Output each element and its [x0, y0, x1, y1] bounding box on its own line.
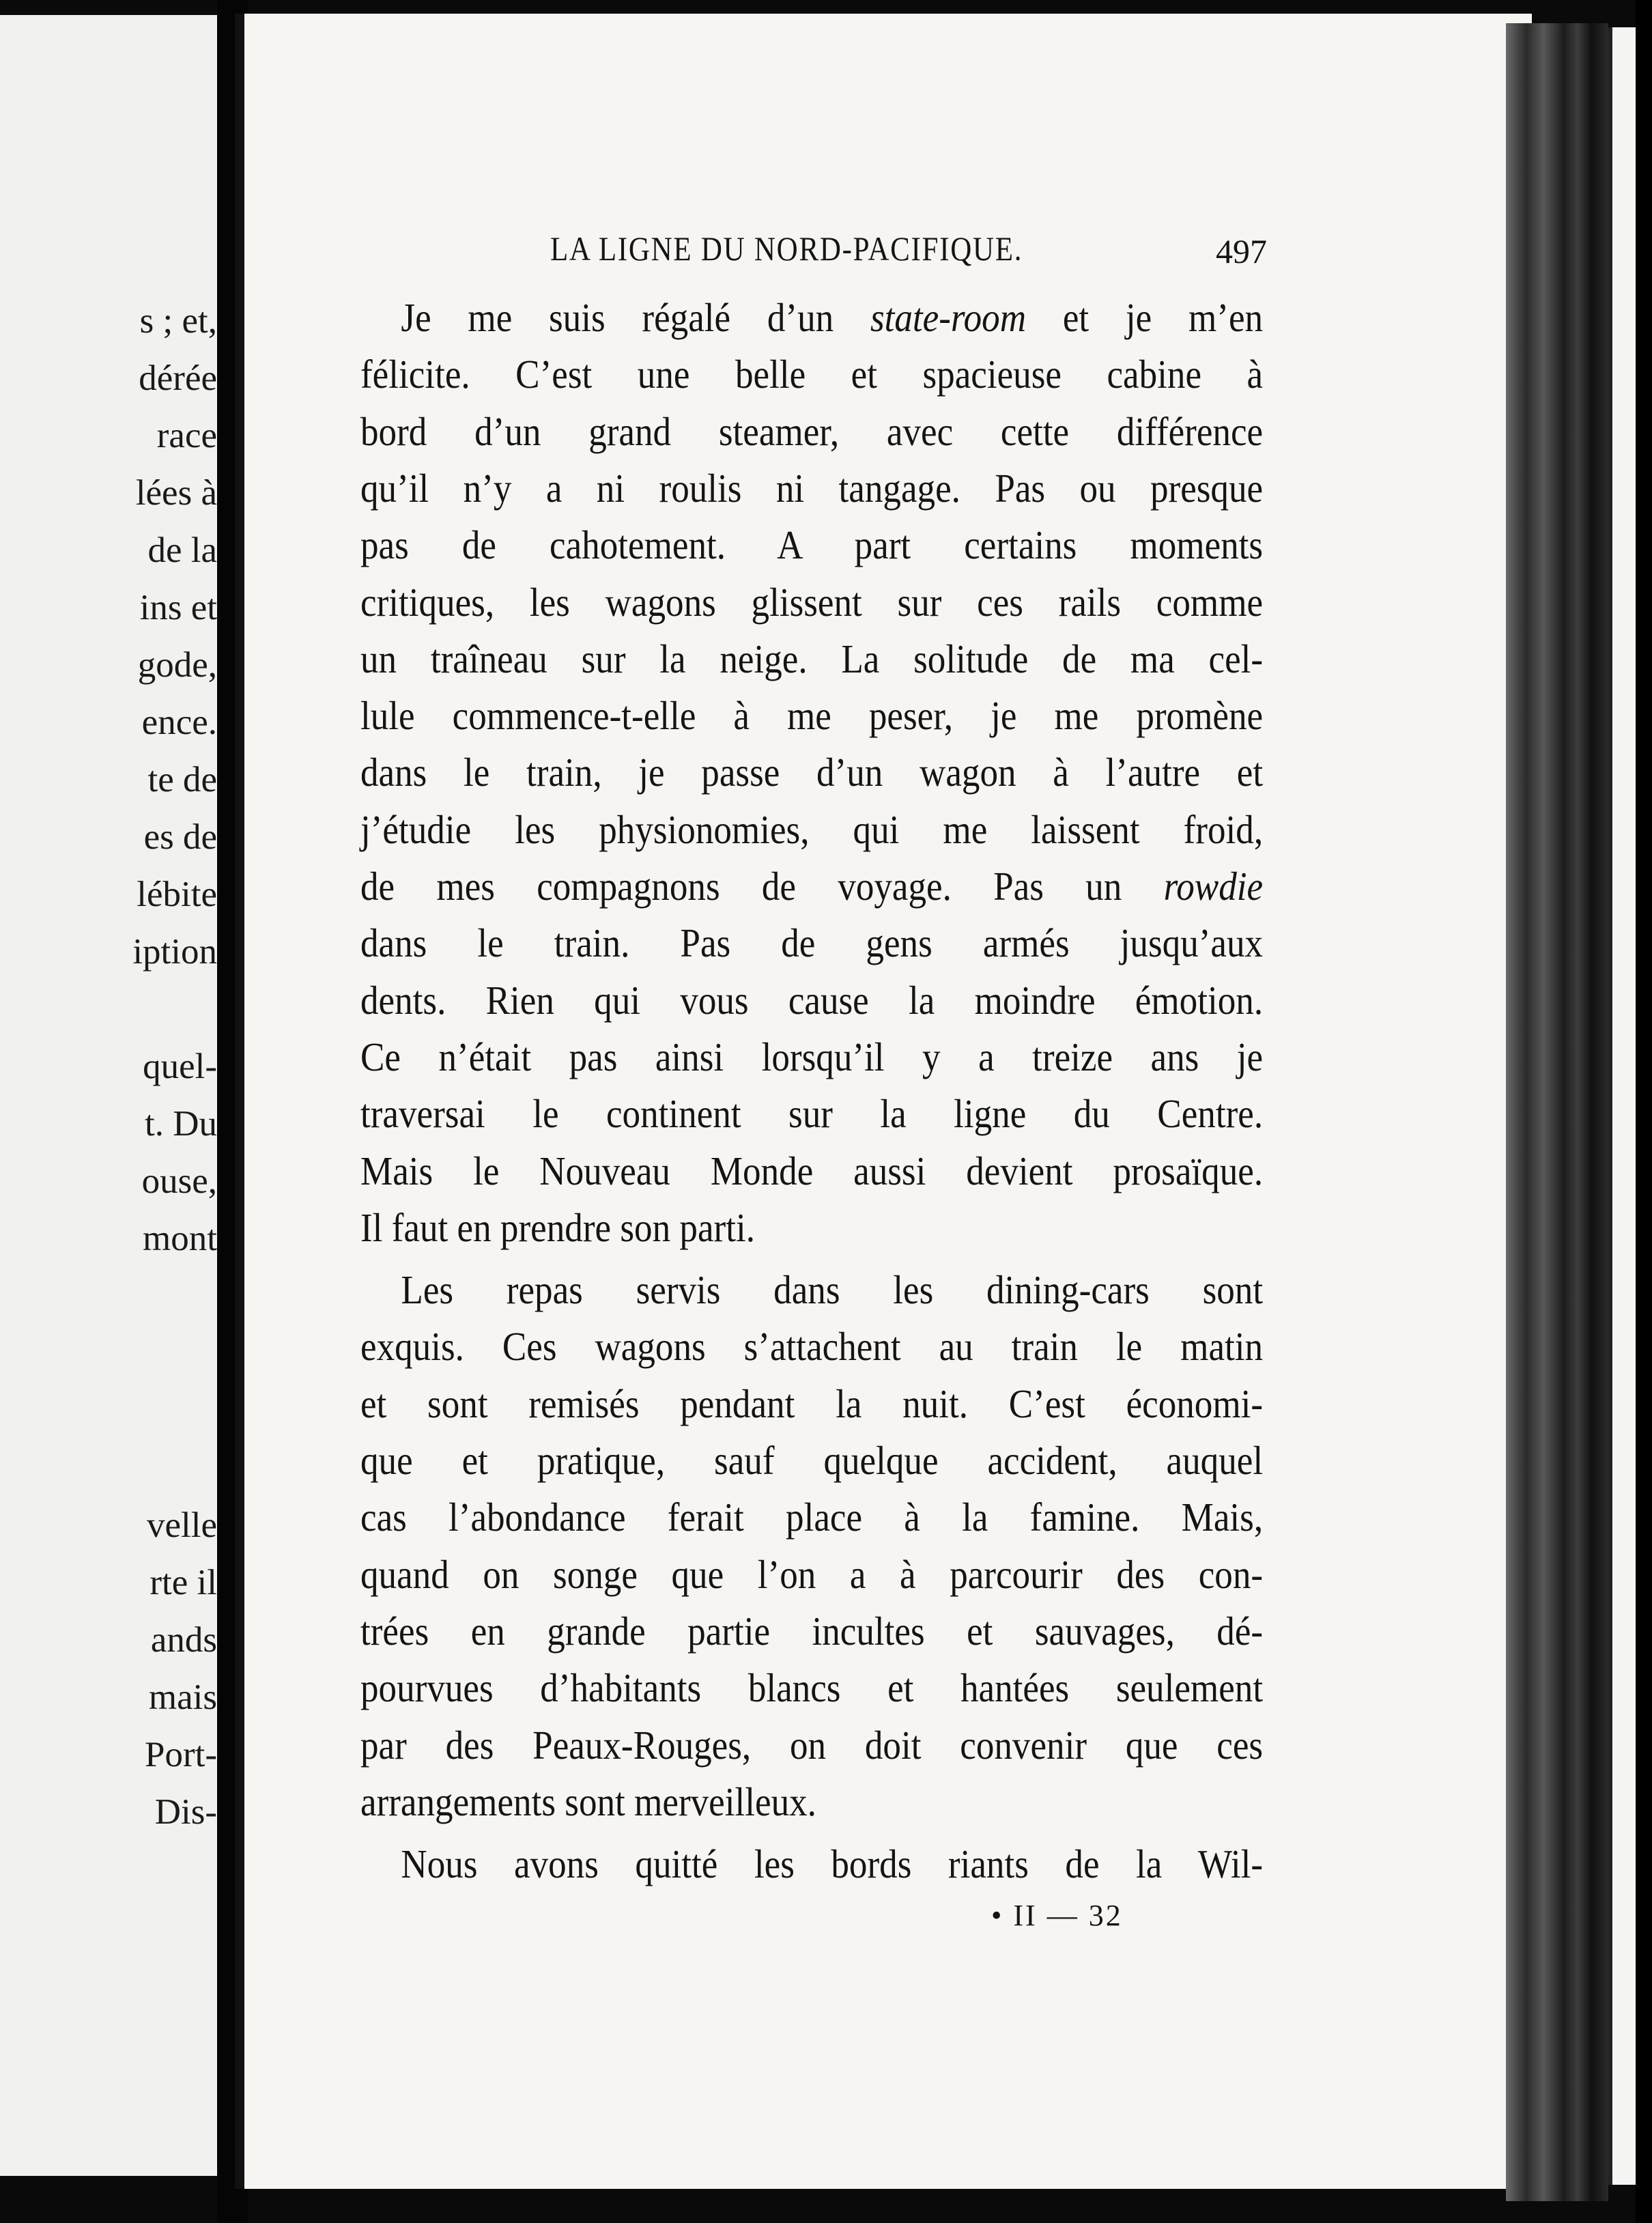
previous-page-line: dérée — [139, 358, 217, 398]
previous-page-line: velle — [147, 1505, 217, 1545]
previous-page-line: te de — [147, 760, 217, 799]
previous-page-line: gode, — [137, 645, 217, 685]
previous-page-line: t. Du — [145, 1104, 217, 1144]
text-line: de mes compagnons de voyage. Pas un rowdie — [360, 864, 1264, 909]
text-line: et sont remisés pendant la nuit. C’est économi- — [360, 1380, 1264, 1426]
previous-page-line: ence. — [141, 703, 217, 742]
previous-page-line: ands — [150, 1620, 217, 1660]
text-line: qu’il n’y a ni roulis ni tangage. Pas ou presque — [360, 465, 1264, 511]
text-line: j’étudie les physionomies, qui me laissent froid, — [360, 806, 1264, 852]
signature-mark: • II — 32 — [991, 1899, 1123, 1932]
previous-page-line: s ; et, — [139, 301, 217, 341]
text-line: Nous avons quitté les bords riants de la Wil- — [401, 1841, 1264, 1887]
previous-page-line: iption — [132, 932, 217, 972]
text-line: bord d’un grand steamer, avec cette différence — [360, 408, 1264, 454]
previous-page-line: lées à — [135, 473, 217, 513]
running-header — [550, 229, 1267, 277]
text-line: par des Peaux-Rouges, on doit convenir que ces — [360, 1722, 1264, 1768]
previous-page-line: es de — [143, 817, 217, 857]
previous-page-line: rte il — [149, 1563, 217, 1602]
text-line: quand on songe que l’on a à parcourir des con- — [360, 1551, 1264, 1597]
previous-page-line: race — [156, 416, 217, 455]
scan-border — [1636, 0, 1652, 2223]
text-line: critiques, les wagons glissent sur ces rails comme — [360, 579, 1264, 625]
text-line: pas de cahotement. A part certains moments — [360, 522, 1264, 568]
text-line: lule commence-t-elle à me peser, je me promène — [360, 693, 1264, 739]
previous-page-fragment — [0, 15, 217, 2176]
page-number: 497 — [1216, 232, 1267, 270]
text-line: Mais le Nouveau Monde aussi devient prosaïque. — [360, 1148, 1264, 1193]
text-line: cas l’abondance ferait place à la famine. Mais, — [360, 1495, 1264, 1540]
previous-page-line: Port- — [145, 1735, 217, 1774]
text-line: exquis. Ces wagons s’attachent au train le matin — [360, 1324, 1264, 1370]
text-line: Les repas servis dans les dining-cars sont — [401, 1267, 1264, 1313]
text-line: Il faut en prendre son parti. — [360, 1204, 755, 1250]
text-line: arrangements sont merveilleux. — [360, 1779, 816, 1824]
text-line: pourvues d’habitants blancs et hantées seulement — [360, 1665, 1264, 1711]
text-line: Ce n’était pas ainsi lorsqu’il y a treize ans je — [360, 1034, 1264, 1079]
signature-text: II — 32 — [1013, 1899, 1123, 1932]
page-fore-edge — [1506, 23, 1608, 2201]
text-line: dents. Rien qui vous cause la moindre émotion. — [360, 977, 1264, 1023]
text-line: que et pratique, sauf quelque accident, auquel — [360, 1438, 1264, 1483]
previous-page-line: ouse, — [141, 1161, 217, 1201]
text-line: félicite. C’est une belle et spacieuse cabine à — [360, 352, 1264, 397]
previous-page-line: mont — [143, 1219, 217, 1258]
text-line: dans le train. Pas de gens armés jusqu’aux — [360, 920, 1264, 966]
previous-page-line: mais — [148, 1677, 217, 1717]
text-line: dans le train, je passe d’un wagon à l’autre et — [360, 750, 1264, 795]
text-line: Je me suis régalé d’un state-room et je m’en — [401, 295, 1264, 340]
previous-page-line: ins et — [139, 588, 217, 627]
previous-page-line: Dis- — [154, 1792, 217, 1832]
text-line: trées en grande partie incultes et sauvages, dé- — [360, 1608, 1264, 1654]
previous-page-line: lébite — [137, 875, 217, 914]
previous-page-line: de la — [147, 530, 217, 570]
running-title: LA LIGNE DU NORD-PACIFIQUE. — [550, 229, 1023, 268]
text-line: un traîneau sur la neige. La solitude de ma cel- — [360, 636, 1264, 681]
text-line: traversai le continent sur la ligne du Centre. — [360, 1091, 1264, 1137]
previous-page-line: quel- — [143, 1047, 217, 1086]
